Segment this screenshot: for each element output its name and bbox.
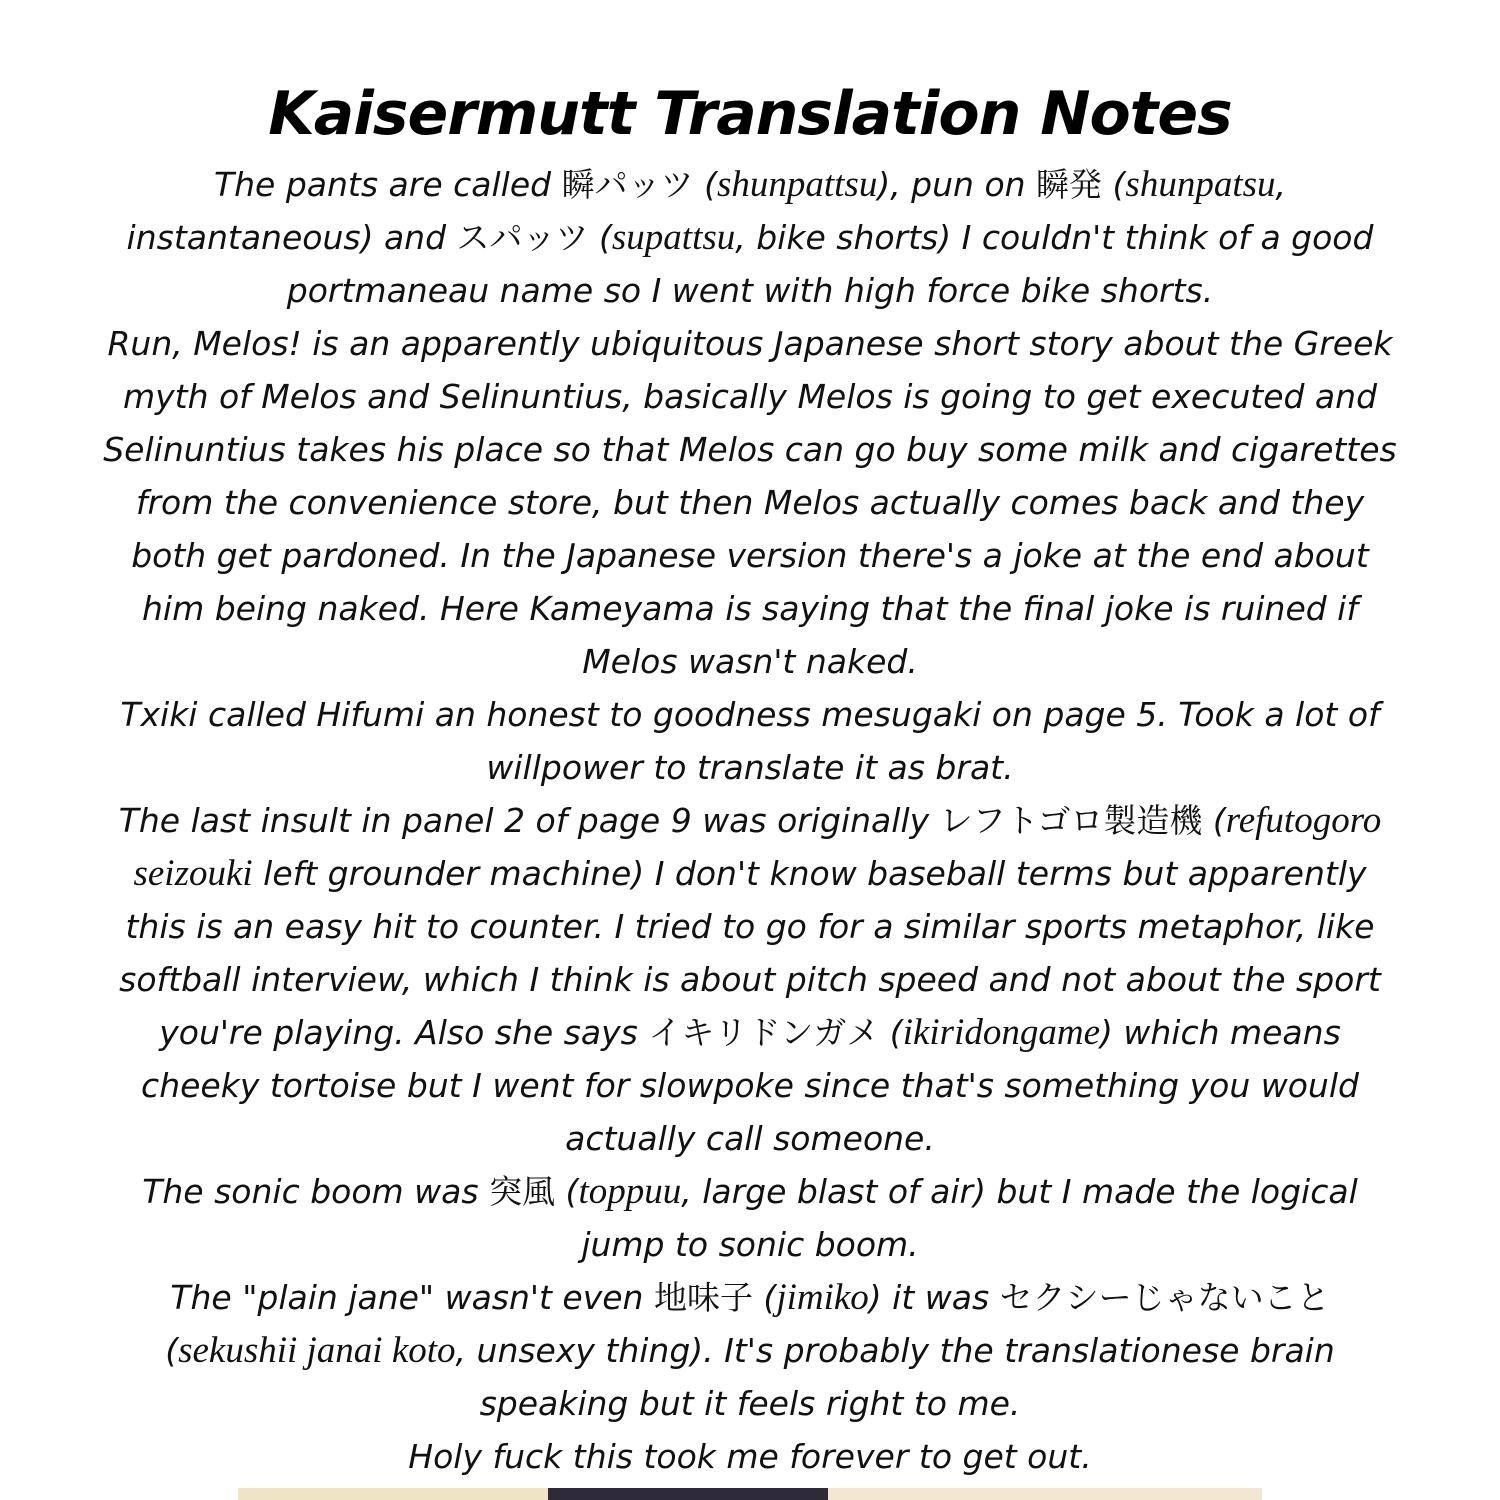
romanization: ikiridongame: [902, 1012, 1100, 1053]
note-paragraph: [100, 688, 1400, 794]
note-text: Txiki called Hifumi an honest to goodness mesugaki on page 5. Took a lot of willpower to translate it as brat.: [120, 695, 1380, 787]
note-text: Run, Melos! is an apparently ubiquitous Japanese short story about the Greek myth of Melos and Selinuntius, basically Melos is going to get executed and Selinuntius takes his place so that Melos can go buy some milk and cigarettes from the convenience store, but then Melos actually comes back and they both get pardoned. In the Japanese version there's a joke at the end about him being naked. Here Kameyama is saying that the final joke is ruined if Melos wasn't naked.: [103, 324, 1397, 681]
note-text: (: [1202, 801, 1226, 840]
note-text: (: [1102, 165, 1126, 204]
japanese-term: スパッツ: [456, 218, 589, 257]
note-paragraph: [100, 158, 1400, 317]
image-strip-middle: [548, 1488, 828, 1500]
japanese-term: 瞬パッツ: [561, 165, 694, 204]
romanization: toppuu: [578, 1171, 682, 1212]
note-text: , bike shorts) I couldn't think of a good portmaneau name so I went with high force bike shorts.: [286, 218, 1374, 310]
note-paragraph: [100, 1165, 1400, 1271]
romanization: jimiko: [776, 1277, 869, 1318]
romanization: refutogoro seizouki: [133, 800, 1382, 894]
page-title: Kaisermutt Translation Notes: [268, 79, 1232, 149]
romanization: shunpattsu: [716, 164, 878, 205]
romanization: shunpatsu: [1125, 164, 1276, 205]
note-text: The last insult in panel 2 of page 9 was originally: [118, 801, 940, 840]
note-paragraph: [100, 794, 1400, 1165]
note-text: (: [165, 1331, 179, 1370]
romanization: sekushii janai koto: [178, 1330, 456, 1371]
note-text: (: [555, 1172, 579, 1211]
image-strip-right: [828, 1488, 1262, 1500]
note-text: ) which means cheeky tortoise but I went for slowpoke since that's something you would actually call someone.: [141, 1013, 1359, 1158]
note-text: , unsexy thing). It's probably the translationese brain speaking but it feels right to me.: [455, 1331, 1335, 1423]
japanese-term: 瞬発: [1036, 165, 1103, 204]
note-paragraph: [100, 317, 1400, 688]
japanese-term: イキリドンガメ: [648, 1013, 880, 1052]
japanese-term: 地味子: [653, 1278, 753, 1317]
note-text: ) it was: [868, 1278, 1000, 1317]
notes-body: [100, 158, 1400, 1483]
cropped-image-strip: [238, 1488, 1262, 1500]
japanese-term: レフトゴロ製造機: [939, 801, 1203, 840]
image-strip-left: [238, 1488, 548, 1500]
note-text: (: [693, 165, 717, 204]
note-text: , instantaneous) and: [126, 165, 1286, 257]
note-paragraph: [100, 1271, 1400, 1430]
note-text: (: [752, 1278, 777, 1317]
note-text: The "plain jane" wasn't even: [170, 1278, 654, 1317]
note-text: (: [879, 1013, 903, 1052]
note-text: left grounder machine) I don't know baseball terms but apparently this is an easy hit to counter. I tried to go for a similar sports metaphor, like softball interview, which I think is about pitch speed and not about the sport you're playing. Also she says: [119, 854, 1381, 1052]
note-text: ), pun on: [877, 165, 1037, 204]
note-text: Holy fuck this took me forever to get out.: [408, 1437, 1092, 1476]
note-text: , large blast of air) but I made the logical jump to sonic boom.: [581, 1172, 1358, 1264]
romanization: supattsu: [611, 217, 736, 258]
note-text: (: [588, 218, 612, 257]
japanese-term: 突風: [489, 1172, 556, 1211]
note-text: The pants are called: [213, 165, 562, 204]
note-text: The sonic boom was: [142, 1172, 490, 1211]
japanese-term: セクシーじゃないこと: [999, 1278, 1330, 1317]
note-paragraph: [100, 1430, 1400, 1483]
